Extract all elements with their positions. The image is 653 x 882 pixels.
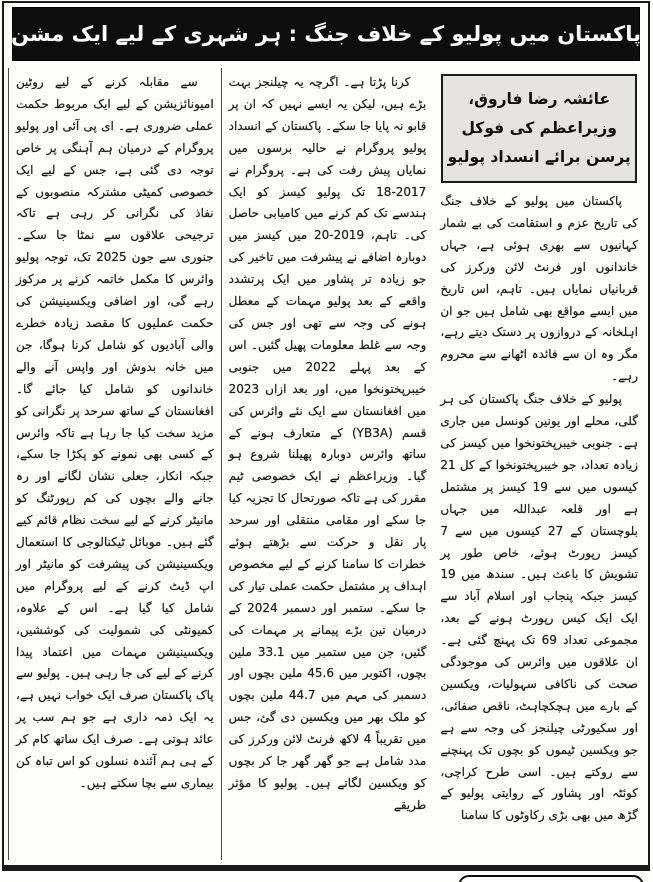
byline-text: عائشہ رضا فاروق، وزیراعظم کی فوکل پرسن برائے انسداد پولیو [447, 90, 631, 166]
paragraph-right-2: پولیو کے خلاف جنگ پاکستان کی ہر گلی، محلے اور یونین کونسل میں جاری ہے۔ جنوبی خیبرپختونخوا میں کیسز کی زیادہ تعداد، جو خیبرپختونخوا کے کل 21 کیسوں میں سے 19 کیسز پر مشتمل ہے اور قلعہ عبداللہ میں جہاں بلوچستان کے 27 کیسوں میں سے 7 کیسز رپورٹ ہوئے، خاص طور پر تشویش کا باعث ہیں۔ سندھ میں 19 کیسز جبکہ پنجاب اور اسلام آباد سے ایک ایک کیس رپورٹ ہونے کے بعد، مجموعی تعداد 69 تک پہنچ گئی ہے۔ ان علاقوں میں وائرس کی موجودگی صحت کی ناکافی سہولیات، ویکسین کے بارے میں ہچکچاہٹ، ناقص صفائی، اور سکیورٹی چیلنجز کی وجہ سے ہے جو ویکسین ٹیموں کو بچوں تک پہنچنے سے روکتے ہیں۔ اسی طرح کراچی، کوئٹہ اور پشاور کے روایتی پولیو کے گڑھ میں بھی بڑی رکاوٹوں کا سامنا [440, 392, 639, 823]
next-article-box-peek [458, 875, 644, 882]
column-middle [221, 68, 434, 860]
column-left [8, 68, 221, 860]
article-columns [8, 68, 645, 860]
headline-banner [12, 7, 640, 61]
headline-text: پاکستان میں پولیو کے خلاف جنگ : ہر شہری کے لیے ایک مشن [11, 22, 641, 46]
paragraph-right-1: پاکستان میں پولیو کے خلاف جنگ کی تاریخ عزم و استقامت کی بے شمار کہانیوں سے بھری ہوئی ہے، جہاں خاندانوں اور فرنٹ لائن ورکرز کی قربانیاں نمایاں ہیں۔ تاہم، اس تاریخ میں ایسے مواقع بھی شامل ہیں جو ان اہلخانہ کے دروازوں پر دستک دیتے رہے، مگر وہ ان سے فائدہ اٹھانے سے محروم رہے۔ [440, 194, 638, 384]
paragraph-left-1: سے مقابلہ کرنے کے لیے روٹین امیونائزیشن کے لیے ایک مربوط حکمت عملی ضروری ہے۔ ای پی آئی اور پولیو پروگرام کے درمیان ہم آہنگی پر خاص توجہ دی گئی ہے، جس کے لیے ایک خصوصی کمیٹی مشترکہ منصوبوں کے نفاذ کی نگرانی کر رہی ہے تاکہ ترجیحی علاقوں سے نمٹا جا سکے۔ جنوری سے جون 2025 تک، توجہ پولیو وائرس کا مکمل خاتمہ کرنے پر مرکوز رہے گی، اور اضافی ویکسینیشن کی حکمت عملیوں کا مقصد زیادہ خطرے والی آبادیوں کو شامل کرنا ہوگا، جن میں خانہ بدوش اور واپس آنے والے خاندانوں کو شامل کیا جائے گا۔ افغانستان کے ساتھ سرحد پر نگرانی کو مزید سخت کیا جا رہا ہے تاکہ وائرس کے کسی بھی نمونے کو پکڑا جا سکے، جبکہ انکار، جعلی نشان لگانے اور رہ جانے والے بچوں کی کم رپورٹنگ کو مانیٹر کرنے کے لیے سخت نظام قائم کیے گئے ہیں۔ موبائل ٹیکنالوجی کا استعمال ویکسینیشن کی پیشرفت کو مانیٹر اور اپ ڈیٹ کرنے کے لیے پروگرام میں شامل کیا گیا ہے۔ اس کے علاوہ، کمیونٹی کی شمولیت کی کوششیں، ویکسینیشن مہمات میں اعتماد پیدا کرنے کے لیے کی جا رہی ہیں۔ پولیو سے پاک پاکستان صرف ایک خواب نہیں ہے، یہ ایک ذمہ داری ہے جو ہم سب پر عائد ہوتی ہے۔ صرف ایک ساتھ کام کر کے ہی ہم آئندہ نسلوں کو اس تباہ کن بیماری سے بچا سکتے ہیں۔ [15, 75, 214, 790]
paragraph-middle-1: کرنا پڑتا ہے۔ اگرچہ یہ چیلنجز بہت بڑے ہیں، لیکن یہ ایسے نہیں کہ ان پر قابو نہ پایا جا سکے۔ پاکستان کے انسداد پولیو پروگرام نے حالیہ برسوں میں نمایاں پیش رفت کی ہے۔ پروگرام نے 2017-18 تک پولیو کیسز کو ایک ہندسے تک کم کرنے میں کامیابی حاصل کی۔ تاہم، 2019-20 میں کیسز میں دوبارہ اضافے نے پیشرفت میں تاخیر کی جو زیادہ تر پشاور میں ایک پرتشدد واقعے کے بعد پولیو مہمات کے معطل ہونے کی وجہ سے تھی اور جس کی وجہ سے غلط معلومات پھیل گئیں۔ اس کے بعد پہلے 2022 میں جنوبی خیبرپختونخوا میں، اور بعد ازاں 2023 میں افغانستان سے ایک نئے وائرس کی قسم (YB3A) کے متعارف ہونے کے ساتھ وائرس دوبارہ پھیلنا شروع ہو گیا۔ وزیراعظم نے ایک خصوصی ٹیم مقرر کی ہے تاکہ صورتحال کا تجزیہ کیا جا سکے اور مقامی منتقلی اور سرحد پار نقل و حرکت سے بڑھتے ہوئے خطرات کا سامنا کرنے کے لیے مخصوص اہداف پر مشتمل حکمت عملی تیار کی جا سکے۔ ستمبر اور دسمبر 2024 کے درمیان تین بڑے پیمانے پر مہمات کی گئیں، جن میں ستمبر میں 33.1 ملین بچوں، اکتوبر میں 45.6 ملین بچوں اور دسمبر کی مہم میں 44.7 ملین بچوں کو ملک بھر میں ویکسین دی گئ، جس میں تقریباً 4 لاکھ فرنٹ لائن ورکرز کی مدد شامل ہے جو گھر گھر جا کر بچوں کو ویکسین لگاتے ہیں۔ پولیو کا مؤثر طریقے [228, 75, 427, 812]
byline-box [441, 74, 637, 183]
column-right [433, 68, 645, 860]
